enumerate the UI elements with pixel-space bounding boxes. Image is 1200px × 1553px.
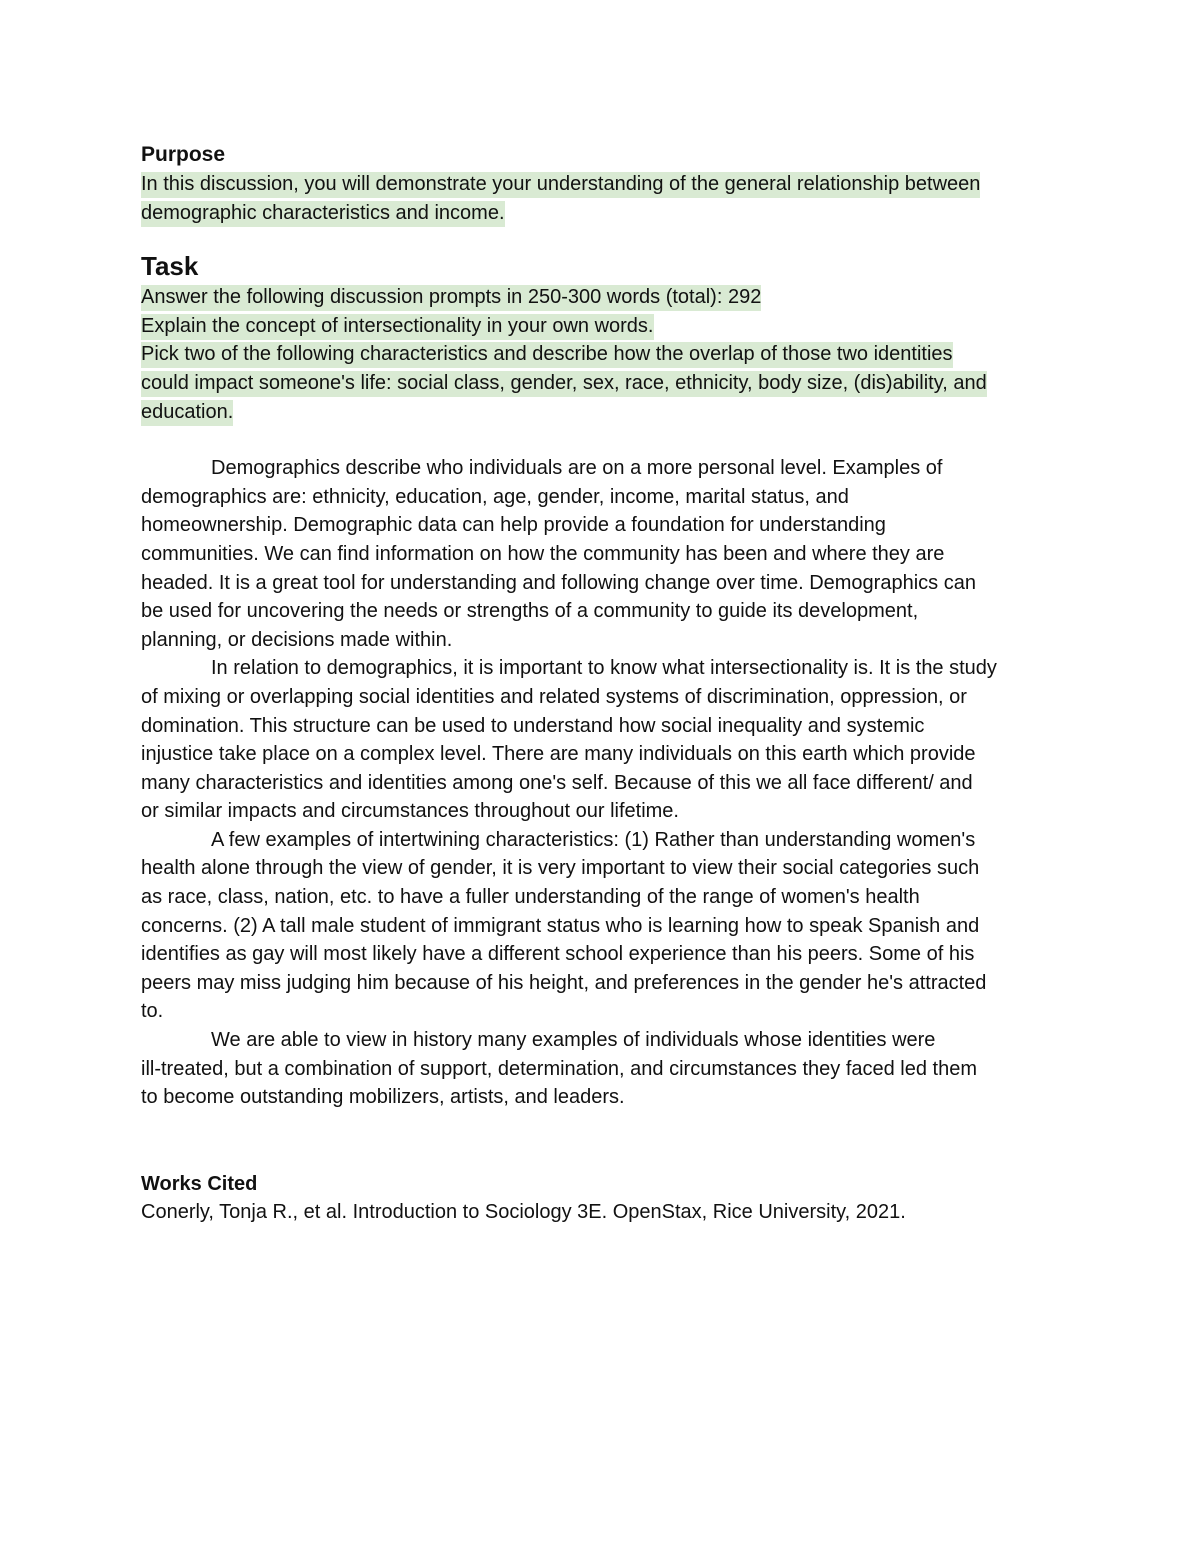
works-cited-heading: Works Cited [141,1172,258,1195]
essay-line: concerns. (2) A tall male student of immigrant status who is learning how to speak Spanish and [141,914,980,937]
task-text [141,283,1071,426]
task-line: Answer the following discussion prompts in 250-300 words (total): 292 [141,285,761,311]
task-line: could impact someone's life: social class, gender, sex, race, ethnicity, body size, (dis)ability, and [141,371,987,397]
essay-line: domination. This structure can be used to understand how social inequality and systemic [141,714,925,737]
essay-line: A few examples of intertwining characteristics: (1) Rather than understanding women's [211,828,976,851]
citation-entry: Conerly, Tonja R., et al. Introduction to Sociology 3E. OpenStax, Rice University, 2021. [141,1200,906,1223]
essay-line: to. [141,1000,164,1023]
essay-line: or similar impacts and circumstances throughout our lifetime. [141,800,679,823]
essay-line: injustice take place on a complex level. There are many individuals on this earth which provide [141,743,976,766]
task-heading: Task [141,251,199,282]
essay-body [141,454,1071,1112]
essay-line: peers may miss judging him because of his height, and preferences in the gender he's attracted [141,971,987,994]
essay-line: to become outstanding mobilizers, artists, and leaders. [141,1086,625,1109]
essay-line: headed. It is a great tool for understanding and following change over time. Demographics can [141,571,976,594]
essay-line: identifies as gay will most likely have a different school experience than his peers. Some of his [141,943,975,966]
essay-line: many characteristics and identities among one's self. Because of this we all face different/ and [141,771,973,794]
essay-line: ill-treated, but a combination of support, determination, and circumstances they faced led them [141,1057,978,1080]
purpose-line: demographic characteristics and income. [141,201,505,227]
essay-line: as race, class, nation, etc. to have a fuller understanding of the range of women's health [141,886,920,909]
essay-line: planning, or decisions made within. [141,628,453,651]
essay-line: health alone through the view of gender, it is very important to view their social categories such [141,857,980,880]
task-line: Pick two of the following characteristics and describe how the overlap of those two identities [141,342,953,368]
essay-paragraph [141,654,1071,826]
essay-paragraph [141,454,1071,654]
purpose-line: In this discussion, you will demonstrate your understanding of the general relationship between [141,172,980,198]
essay-line: Demographics describe who individuals are on a more personal level. Examples of [211,457,943,480]
essay-line: communities. We can find information on how the community has been and where they are [141,542,945,565]
purpose-text [141,170,1071,227]
essay-line: We are able to view in history many examples of individuals whose identities were [211,1029,936,1052]
document-page [141,140,1071,1226]
essay-line: be used for uncovering the needs or strengths of a community to guide its development, [141,600,919,623]
essay-line: homeownership. Demographic data can help provide a foundation for understanding [141,514,886,537]
essay-paragraph [141,826,1071,1026]
essay-line: of mixing or overlapping social identities and related systems of discrimination, oppression, or [141,685,967,708]
purpose-heading: Purpose [141,143,226,166]
task-line: Explain the concept of intersectionality in your own words. [141,314,654,340]
essay-paragraph [141,1026,1071,1112]
task-line: education. [141,400,233,426]
essay-line: demographics are: ethnicity, education, age, gender, income, marital status, and [141,485,849,508]
essay-line: In relation to demographics, it is important to know what intersectionality is. It is the study [211,657,997,680]
